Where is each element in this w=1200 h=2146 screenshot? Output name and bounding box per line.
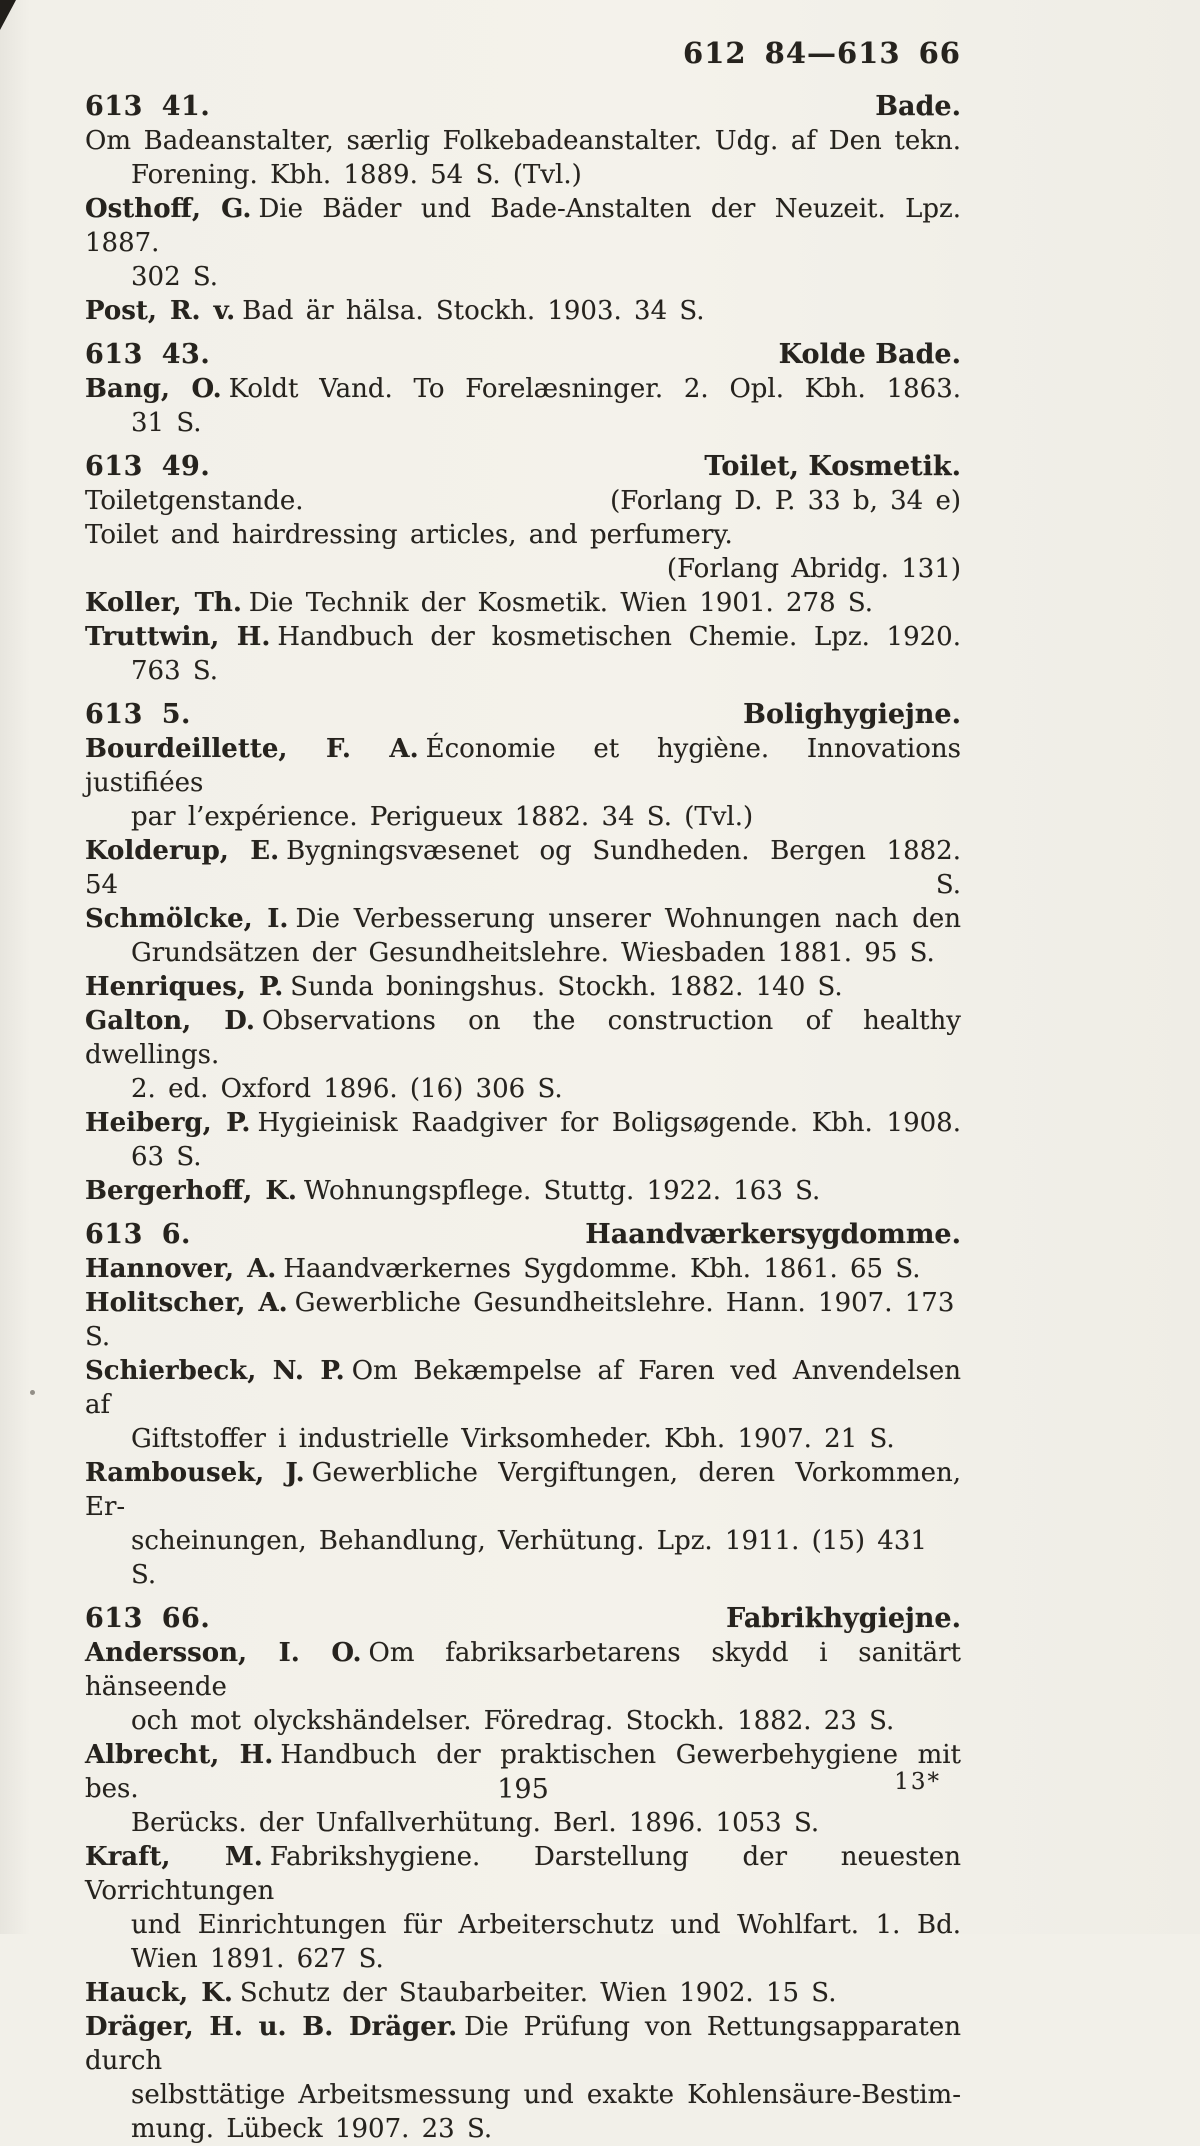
bibliography-entry [85,1252,961,1286]
catalog-section [85,1218,961,1592]
author-name: Bourdeillette, F. A. [85,734,419,764]
bibliography-entry [85,1174,961,1208]
author-name: Dräger, H. u. B. Dräger. [85,2012,458,2042]
bibliography-entry [85,1004,961,1106]
bibliography-entry [85,902,961,970]
entry-line: Bergerhoff, K. Wohnungspflege. Stuttg. 1922. 163 S. [85,1176,821,1206]
entry-line: Koller, Th. Die Technik der Kosmetik. Wien 1901. 278 S. [85,588,874,618]
bibliography-entry [85,834,961,902]
author-name: Kolderup, E. [85,836,280,866]
section-number: 613 5. [85,699,191,730]
section-title: Fabrikhygiejne. [726,1603,961,1634]
section-entries [85,1636,961,2146]
bibliography-entry [85,1456,961,1592]
bibliography-entry [85,1840,961,1976]
section-heading [85,450,961,484]
entry-line: 63 S. [131,1142,202,1172]
entry-line: Schierbeck, N. P. Om Bekæmpelse af Faren ved Anvendelsen af [85,1356,961,1420]
entry-line: Post, R. v. Bad är hälsa. Stockh. 1903. 34 S. [85,296,705,326]
entry-line: Bang, O. Koldt Vand. To Forelæsninger. 2. Opl. Kbh. 1863. [85,374,962,404]
author-name: Holitscher, A. [85,1288,288,1318]
bibliography-entry [85,552,961,586]
catalog-section [85,338,961,440]
entry-line: Heiberg, P. Hygieinisk Raadgiver for Boligsøgende. Kbh. 1908. [85,1108,961,1138]
author-name: Bang, O. [85,374,222,404]
entry-line: Berücks. der Unfallverhütung. Berl. 1896. 1053 S. [131,1808,820,1838]
entry-line: par l’expérience. Perigueux 1882. 34 S. (Tvl.) [131,802,754,832]
page-content [85,36,961,2146]
entry-line: 302 S. [131,262,219,292]
entry-line: 763 S. [131,656,219,686]
bibliography-entry [85,124,961,192]
section-number: 613 6. [85,1219,191,1250]
section-heading [85,698,961,732]
bibliography-entry [85,1286,961,1354]
bibliography-entry [85,732,961,834]
section-entries [85,484,961,688]
section-number: 613 66. [85,1603,211,1634]
entry-line: Forening. Kbh. 1889. 54 S. (Tvl.) [131,160,582,190]
entry-line: Wien 1891. 627 S. [131,1944,384,1974]
author-name: Henriques, P. [85,972,284,1002]
bibliography-entry [85,1976,961,2010]
bibliography-entry [85,970,961,1004]
author-name: Andersson, I. O. [85,1638,362,1668]
entry-line: Hauck, K. Schutz der Staubarbeiter. Wien 1902. 15 S. [85,1978,837,2008]
entry-line: Albrecht, H. Handbuch der praktischen Gewerbehygiene mit bes. [85,1740,961,1804]
section-title: Bolighygiejne. [743,699,961,730]
author-name: Rambousek, J. [85,1458,305,1488]
entry-line: Om Badeanstalter, særlig Folkebadeanstalter. Udg. af Den tekn. [85,126,961,156]
catalog-section [85,90,961,328]
reference-note: (Forlang D. P. 33 b, 34 e) [610,486,961,516]
section-title: Kolde Bade. [778,339,961,370]
entry-line: 31 S. [131,408,202,438]
running-header: 612 84—613 66 [683,36,961,70]
author-name: Osthoff, G. [85,194,252,224]
catalog-section [85,450,961,688]
entry-line: Grundsätzen der Gesundheitslehre. Wiesbaden 1881. 95 S. [131,938,935,968]
author-name: Bergerhoff, K. [85,1176,297,1206]
printers-mark: 13* [894,1769,941,1795]
author-name: Hauck, K. [85,1978,233,2008]
bibliography-entry [85,518,961,552]
section-entries [85,124,961,328]
section-number: 613 43. [85,339,211,370]
bibliography-entry [85,1354,961,1456]
section-title: Toilet, Kosmetik. [704,451,961,482]
entry-line: Kolderup, E. Bygningsvæsenet og Sundheden. Bergen 1882. 54 S. [85,836,961,900]
page-body [85,90,961,2146]
section-title: Bade. [875,91,961,122]
scan-speck [30,1390,35,1395]
entry-line: scheinungen, Behandlung, Verhütung. Lpz. 1911. (15) 431 S. [131,1526,927,1590]
entry-line: 2. ed. Oxford 1896. (16) 306 S. [131,1074,563,1104]
section-heading [85,1218,961,1252]
section-heading [85,338,961,372]
author-name: Hannover, A. [85,1254,277,1284]
bibliography-entry [85,372,961,440]
author-name: Kraft, M. [85,1842,263,1872]
author-name: Schmölcke, I. [85,904,289,934]
entry-line: Hannover, A. Haandværkernes Sygdomme. Kbh. 1861. 65 S. [85,1254,921,1284]
entry-line: selbsttätige Arbeitsmessung und exakte Kohlensäure-Bestim- [131,2080,961,2110]
reference-note: (Forlang Abridg. 131) [666,554,961,584]
author-name: Post, R. v. [85,296,236,326]
author-name: Truttwin, H. [85,622,271,652]
section-number: 613 49. [85,451,211,482]
bibliography-entry [85,192,961,294]
section-number: 613 41. [85,91,211,122]
entry-line: und Einrichtungen für Arbeiterschutz und Wohlfart. 1. Bd. [131,1910,961,1940]
bibliography-entry [85,586,961,620]
entry-line: mung. Lübeck 1907. 23 S. [131,2114,493,2144]
entry-line [85,552,961,586]
entry-line: Rambousek, J. Gewerbliche Vergiftungen, deren Vorkommen, Er- [85,1458,961,1522]
entry-line: Toilet and hairdressing articles, and perfumery. [85,520,733,550]
section-entries [85,732,961,1208]
entry-line: och mot olyckshändelser. Föredrag. Stockh. 1882. 23 S. [131,1706,895,1736]
entry-line: Osthoff, G. Die Bäder und Bade-Anstalten der Neuzeit. Lpz. 1887. [85,194,961,258]
entry-line: Galton, D. Observations on the construction of healthy dwellings. [85,1006,961,1070]
catalog-section [85,1602,961,2146]
entry-line: Giftstoffer i industrielle Virksomheder. Kbh. 1907. 21 S. [131,1424,895,1454]
section-heading [85,90,961,124]
bibliography-entry [85,484,961,518]
bibliography-entry [85,1106,961,1174]
bibliography-entry [85,620,961,688]
bibliography-entry [85,2010,961,2146]
entry-line: Toiletgenstande. (Forlang D. P. 33 b, 34 e) [85,486,961,516]
author-name: Albrecht, H. [85,1740,274,1770]
entry-line: Kraft, M. Fabrikshygiene. Darstellung der neuesten Vorrichtungen [85,1842,961,1906]
entry-line: Truttwin, H. Handbuch der kosmetischen Chemie. Lpz. 1920. [85,622,961,652]
catalog-section [85,698,961,1208]
page-number: 195 [497,1774,549,1805]
entry-line: Holitscher, A. Gewerbliche Gesundheitslehre. Hann. 1907. 173 S. [85,1288,955,1352]
author-name: Schierbeck, N. P. [85,1356,345,1386]
section-entries [85,372,961,440]
bibliography-entry [85,1636,961,1738]
author-name: Heiberg, P. [85,1108,251,1138]
entry-line: Schmölcke, I. Die Verbesserung unserer Wohnungen nach den [85,904,961,934]
entry-line: Andersson, I. O. Om fabriksarbetarens skydd i sanitärt hänseende [85,1638,961,1702]
entry-line: Henriques, P. Sunda boningshus. Stockh. 1882. 140 S. [85,972,843,1002]
entry-line: Dräger, H. u. B. Dräger. Die Prüfung von Rettungsapparaten durch [85,2012,961,2076]
section-entries [85,1252,961,1592]
entry-line: Bourdeillette, F. A. Économie et hygiène. Innovations justifiées [85,734,961,798]
scan-corner-artifact [0,0,16,30]
author-name: Galton, D. [85,1006,255,1036]
author-name: Koller, Th. [85,588,242,618]
bibliography-entry [85,294,961,328]
section-title: Haandværkersygdomme. [585,1219,961,1250]
section-heading [85,1602,961,1636]
